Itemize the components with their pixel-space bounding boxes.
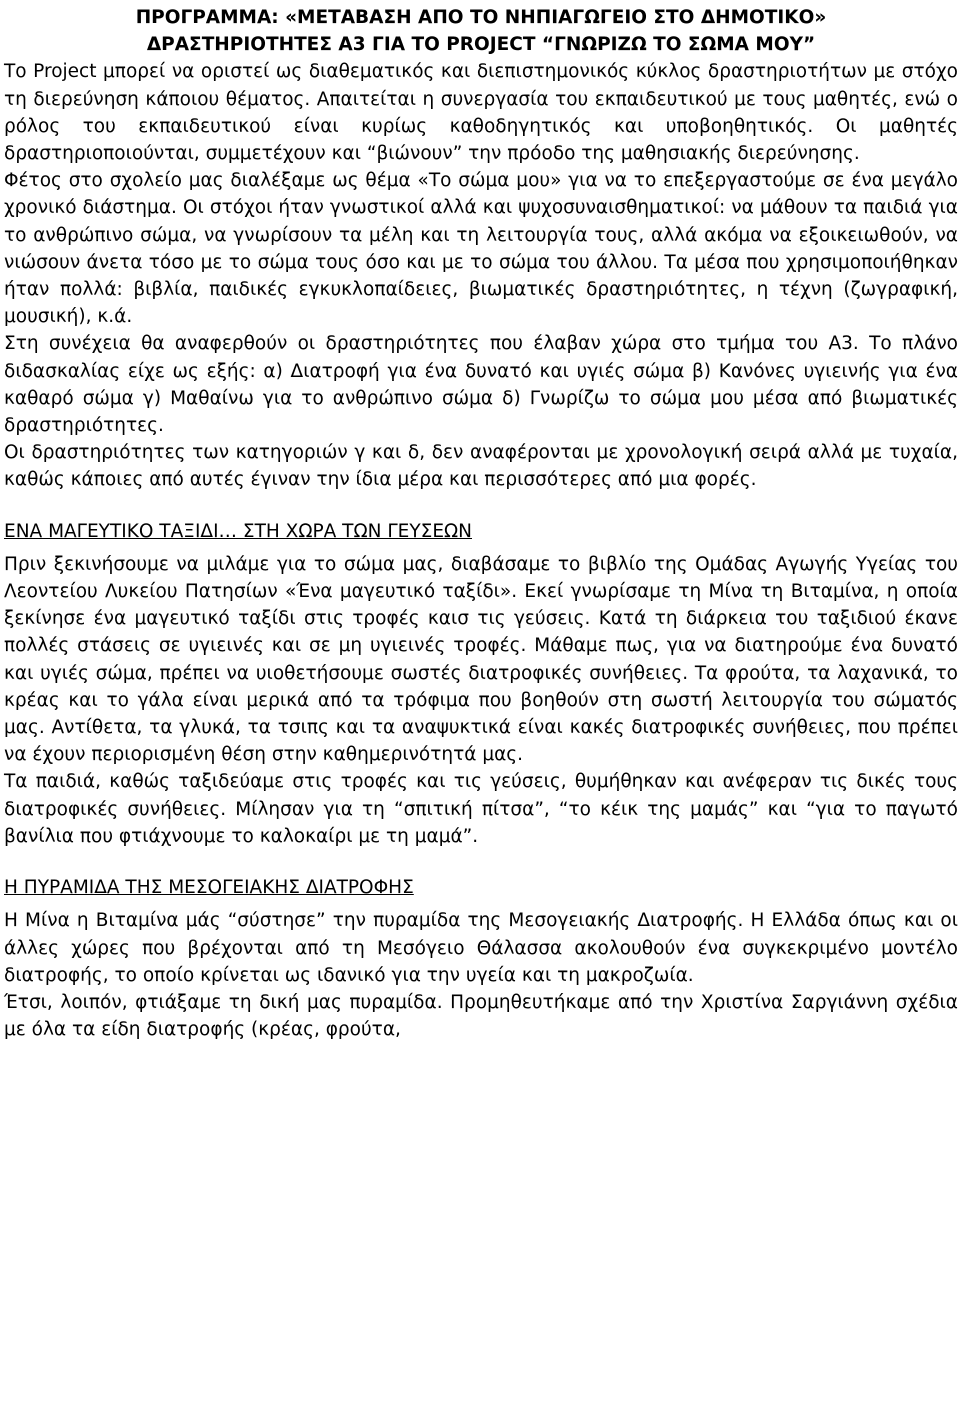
journey-section	[4, 518, 958, 850]
program-title: ΠΡΟΓΡΑΜΜΑ: «ΜΕΤΑΒΑΣΗ ΑΠΟ ΤΟ ΝΗΠΙΑΓΩΓΕΙΟ ΣΤΟ ΔΗΜΟΤΙΚΟ»	[135, 7, 827, 28]
pyramid-paragraph: Η Μίνα η Βιταμίνα μάς “σύστησε” την πυραμίδα της Μεσογειακής Διατροφής. Η Ελλάδα όπως και οι άλλες χώρες που βρέχονται από τη Μεσόγειο Θάλασσα ακολουθούν ένα συγκεκριμένο μοντέλο διατροφής, το οποίο κρίνεται ως ιδανικό για την υγεία και τη μακροζωία.	[4, 910, 958, 986]
section-spacer	[4, 850, 958, 874]
section-heading-journey: ΕΝΑ ΜΑΓΕΥΤΙΚΟ ΤΑΞΙΔΙ… ΣΤΗ ΧΩΡΑ ΤΩΝ ΓΕΥΣΕΩΝ	[4, 520, 472, 542]
journey-paragraph: Τα παιδιά, καθώς ταξιδεύαμε στις τροφές και τις γεύσεις, θυμήθηκαν και ανέφεραν τις δικές τους διατροφικές συνήθειες. Μίλησαν για τη “σπιτική πίτσα”, “το κέικ της μαμάς” και “για το παγωτό βανίλια που φτιάχνουμε το καλοκαίρι με τη μαμά”.	[4, 771, 958, 847]
intro-paragraph: Οι δραστηριότητες των κατηγοριών γ και δ, δεν αναφέρονται με χρονολογική σειρά αλλά με τυχαία, καθώς κάποιες από αυτές έγιναν την ίδια μέρα και περισσότερες από μια φορές.	[4, 442, 958, 491]
pyramid-paragraph: Έτσι, λοιπόν, φτιάξαμε τη δική μας πυραμίδα. Προμηθευτήκαμε από την Χριστίνα Σαργιάννη σχέδια με όλα τα είδη διατροφής (κρέας, φρούτα,	[4, 991, 958, 1041]
section-spacer	[4, 494, 958, 518]
journey-paragraph: Πριν ξεκινήσουμε να μιλάμε για το σώμα μας, διαβάσαμε το βιβλίο της Ομάδας Αγωγής Υγείας του Λεοντείου Λυκείου Πατησίων «Ένα μαγευτικό ταξίδι». Εκεί γνωρίσαμε τη Μίνα τη Βιταμίνα, η οποία ξεκίνησε ένα μαγευτικό ταξίδι στις τροφές καισ τις γεύσεις. Κατά τη διάρκεια του ταξιδιού έκανε πολλές στάσεις σε υγιεινές και σε μη υγιεινές τροφές. Μάθαμε πως, για να διατηρούμε ένα δυνατό και υγιές σώμα, πρέπει να υιοθετήσουμε σωστές διατροφικές συνήθειες. Τα φρούτα, τα λαχανικά, το κρέας και το γάλα είναι μερικά από τα τρόφιμα που βοηθούν στη σωστή λειτουργία του σώματός μας. Αντίθετα, τα γλυκά, τα τσιπς και τα αναψυκτικά είναι κακές διατροφικές συνήθειες, που πρέπει να έχουν περιορισμένη θέση στην καθημερινότητά μας.	[4, 553, 958, 766]
intro-paragraph: Στη συνέχεια θα αναφερθούν οι δραστηριότητες που έλαβαν χώρα στο τμήμα του Α3. Το πλάνο διδασκαλίας είχε ως εξής: α) Διατροφή για ένα δυνατό και υγιές σώμα β) Κανόνες υγιεινής για ένα καθαρό σώμα γ) Μαθαίνω για το ανθρώπινο σώμα δ) Γνωρίζω το σώμα μου μέσα από βιωματικές δραστηριότητες.	[4, 333, 958, 437]
intro-paragraph: Το Project μπορεί να οριστεί ως διαθεματικός και διεπιστημονικός κύκλος δραστηριοτήτων με στόχο τη διερεύνηση κάποιου θέματος. Απαιτείται η συνεργασία του εκπαιδευτικού με τους μαθητές, ενώ ο ρόλος του εκπαιδευτικού είναι κυρίως καθοδηγητικός και υποβοηθητικός. Οι μαθητές δραστηριοποιούνται, συμμετέχουν και “βιώνουν” την πρόοδο της μαθησιακής διερεύνησης.	[4, 61, 958, 165]
section-heading-pyramid: Η ΠΥΡΑΜΙΔΑ ΤΗΣ ΜΕΣΟΓΕΙΑΚΗΣ ΔΙΑΤΡΟΦΗΣ	[4, 877, 414, 899]
intro-paragraph: Φέτος στο σχολείο μας διαλέξαμε ως θέμα «Το σώμα μου» για να το επεξεργαστούμε σε ένα μεγάλο χρονικό διάστημα. Οι στόχοι ήταν γνωστικοί αλλά και ψυχοσυναισθηματικοί: να μάθουν τα παιδιά για το ανθρώπινο σώμα, να γνωρίσουν τα μέλη και τη λειτουργία τους, αλλά ακόμα να εξοικειωθούν, να νιώσουν άνετα τόσο με το σώμα τους όσο και με το σώμα του άλλου. Τα μέσα που χρησιμοποιήθηκαν ήταν πολλά: βιβλία, παιδικές εγκυκλοπαίδειες, βιωματικές δραστηριότητες, η τέχνη (ζωγραφική, μουσική), κ.ά.	[4, 170, 958, 328]
project-title: ΔΡΑΣΤΗΡΙΟΤΗΤΕΣ Α3 ΓΙΑ ΤΟ PROJECT “ΓΝΩΡΙΖΩ ΤΟ ΣΩΜΑ ΜΟΥ”	[146, 34, 816, 56]
pyramid-section	[4, 874, 958, 1043]
intro-section	[4, 58, 958, 493]
